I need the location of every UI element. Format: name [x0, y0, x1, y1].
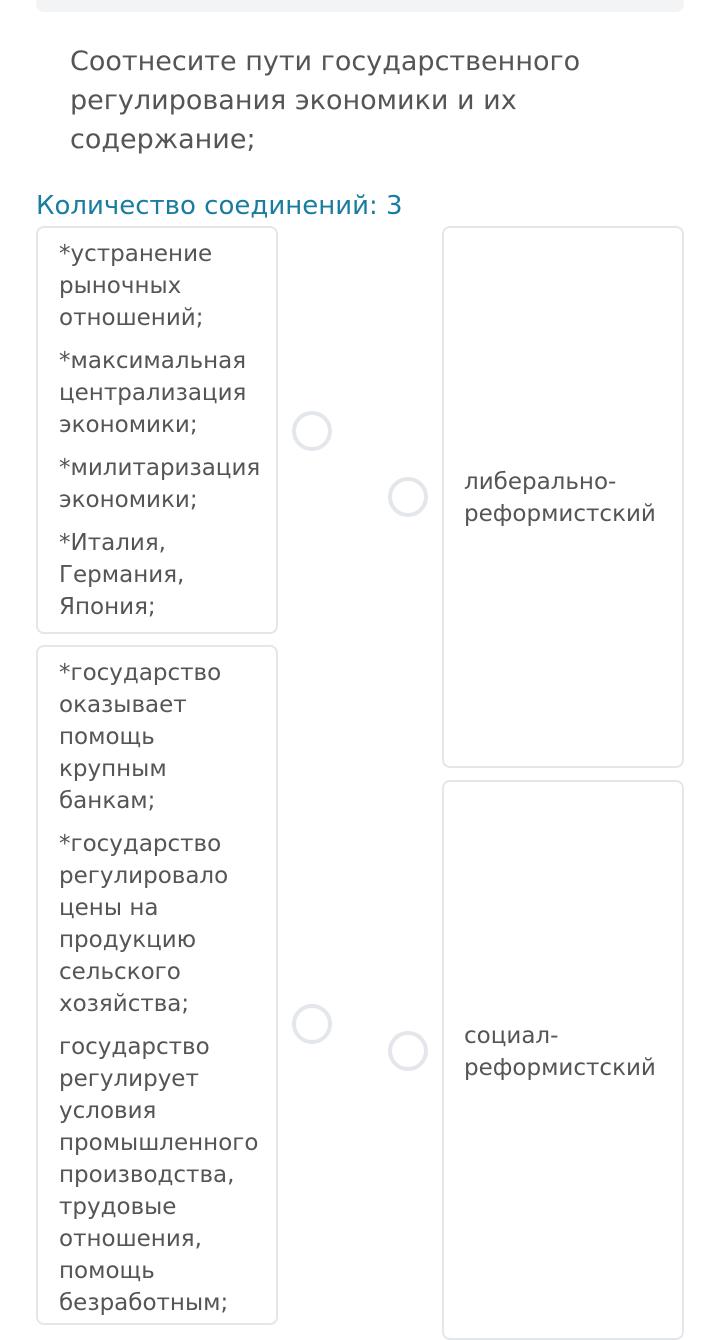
right-card-1-connector[interactable] [388, 477, 428, 517]
left-card-1-connector[interactable] [292, 411, 332, 451]
option-item: *милитаризация экономики; [59, 455, 261, 513]
option-item: государство регулирует условия промышленного производства, трудовые отношения, помощь безработным; [59, 1034, 259, 1316]
left-card-2-connector[interactable] [292, 1004, 332, 1044]
option-item: *государство регулировало цены на продукцию сельского хозяйства; [59, 831, 229, 1017]
option-item: *государство оказывает помощь крупным банкам; [59, 660, 222, 814]
right-option-label: либерально-реформистский [464, 469, 656, 527]
option-item: *устранение рыночных отношений; [59, 241, 213, 331]
right-option-card-2[interactable] [442, 780, 684, 1340]
connections-count: Количество соединений: 3 [36, 191, 403, 221]
right-card-2-connector[interactable] [388, 1031, 428, 1071]
left-option-card-2[interactable] [36, 645, 278, 1325]
previous-section-bar [36, 0, 684, 12]
right-option-card-1[interactable] [442, 226, 684, 768]
question-text: Соотнесите пути государственного регулирования экономики и их содержание; [70, 46, 581, 155]
right-option-label: социал-реформистский [464, 1023, 656, 1081]
option-item: *Италия, Германия, Япония; [59, 530, 185, 620]
left-option-card-1[interactable] [36, 226, 278, 634]
option-item: *максимальная централизация экономики; [59, 348, 247, 438]
